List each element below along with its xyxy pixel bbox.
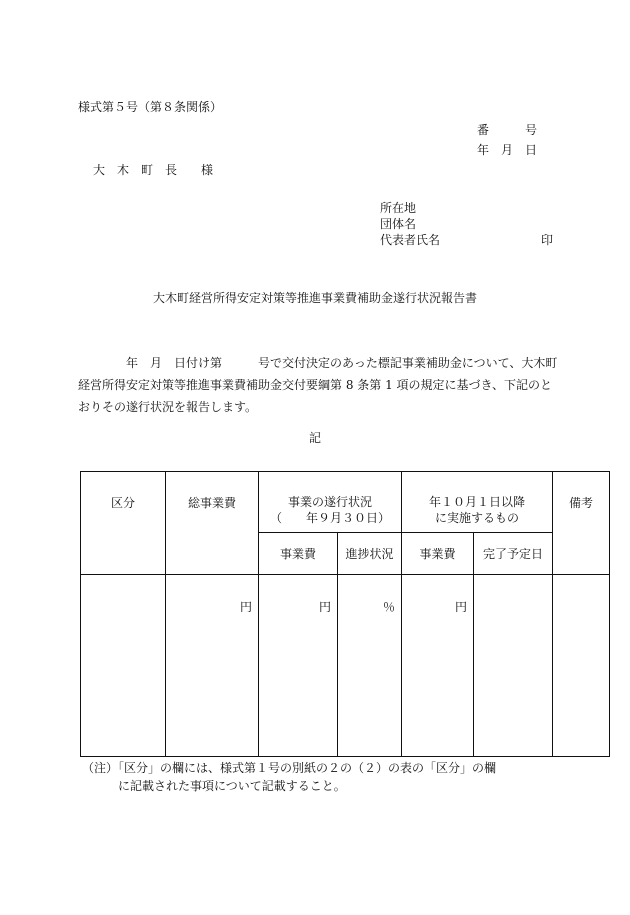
subheader-status: 進捗状況 <box>338 533 402 575</box>
seal-mark: 印 <box>541 233 554 247</box>
ki-heading: 記 <box>308 431 321 445</box>
header-after-line1: 年１０月１日以降 <box>429 495 526 509</box>
form-id: 様式第５号（第８条関係） <box>78 100 223 114</box>
cell-planned-date <box>474 575 553 757</box>
organization-label: 団体名 <box>380 217 417 231</box>
cell-total-cost: 円 <box>166 575 259 757</box>
note-line-1: （注）「区分」の欄には、様式第１号の別紙の２の（２）の表の「区分」の欄 <box>82 761 497 775</box>
header-after-line2: に実施するもの <box>435 511 520 525</box>
cell-progress-status: ％ <box>338 575 402 757</box>
header-progress-group <box>259 472 402 533</box>
document-number-line: 番 号 <box>477 123 538 137</box>
note-line-2: に記載された事項について記載すること。 <box>118 779 346 793</box>
header-total-cost: 総事業費 <box>166 472 259 575</box>
header-progress-line2: （ 年９月３０日） <box>270 511 391 525</box>
document-title: 大木町経営所得安定対策等推進事業費補助金遂行状況報告書 <box>152 291 477 305</box>
addressee: 大 木 町 長 様 <box>93 163 214 177</box>
cell-after-cost: 円 <box>402 575 474 757</box>
progress-report-table <box>80 471 610 757</box>
subheader-planned-date: 完了予定日 <box>474 533 553 575</box>
cell-category <box>81 575 166 757</box>
header-category: 区分 <box>81 472 166 575</box>
header-after-october-group <box>402 472 553 533</box>
body-paragraph: 年 月 日付け第 号で交付決定のあった標記事業補助金について、大木町経営所得安定対策等推進事業費補助金交付要綱第 8 条第 1 項の規定に基づき、下記のとおりその遂行状況を報告します。 <box>78 356 558 414</box>
cell-remarks <box>553 575 610 757</box>
representative-label: 代表者氏名 <box>380 233 441 247</box>
cell-progress-cost: 円 <box>259 575 338 757</box>
document-date-line: 年 月 日 <box>477 143 538 157</box>
header-remarks: 備考 <box>553 472 610 575</box>
subheader-cost-2: 事業費 <box>402 533 474 575</box>
header-progress-line1: 事業の遂行状況 <box>288 495 373 509</box>
subheader-cost: 事業費 <box>259 533 338 575</box>
address-label: 所在地 <box>380 201 417 215</box>
